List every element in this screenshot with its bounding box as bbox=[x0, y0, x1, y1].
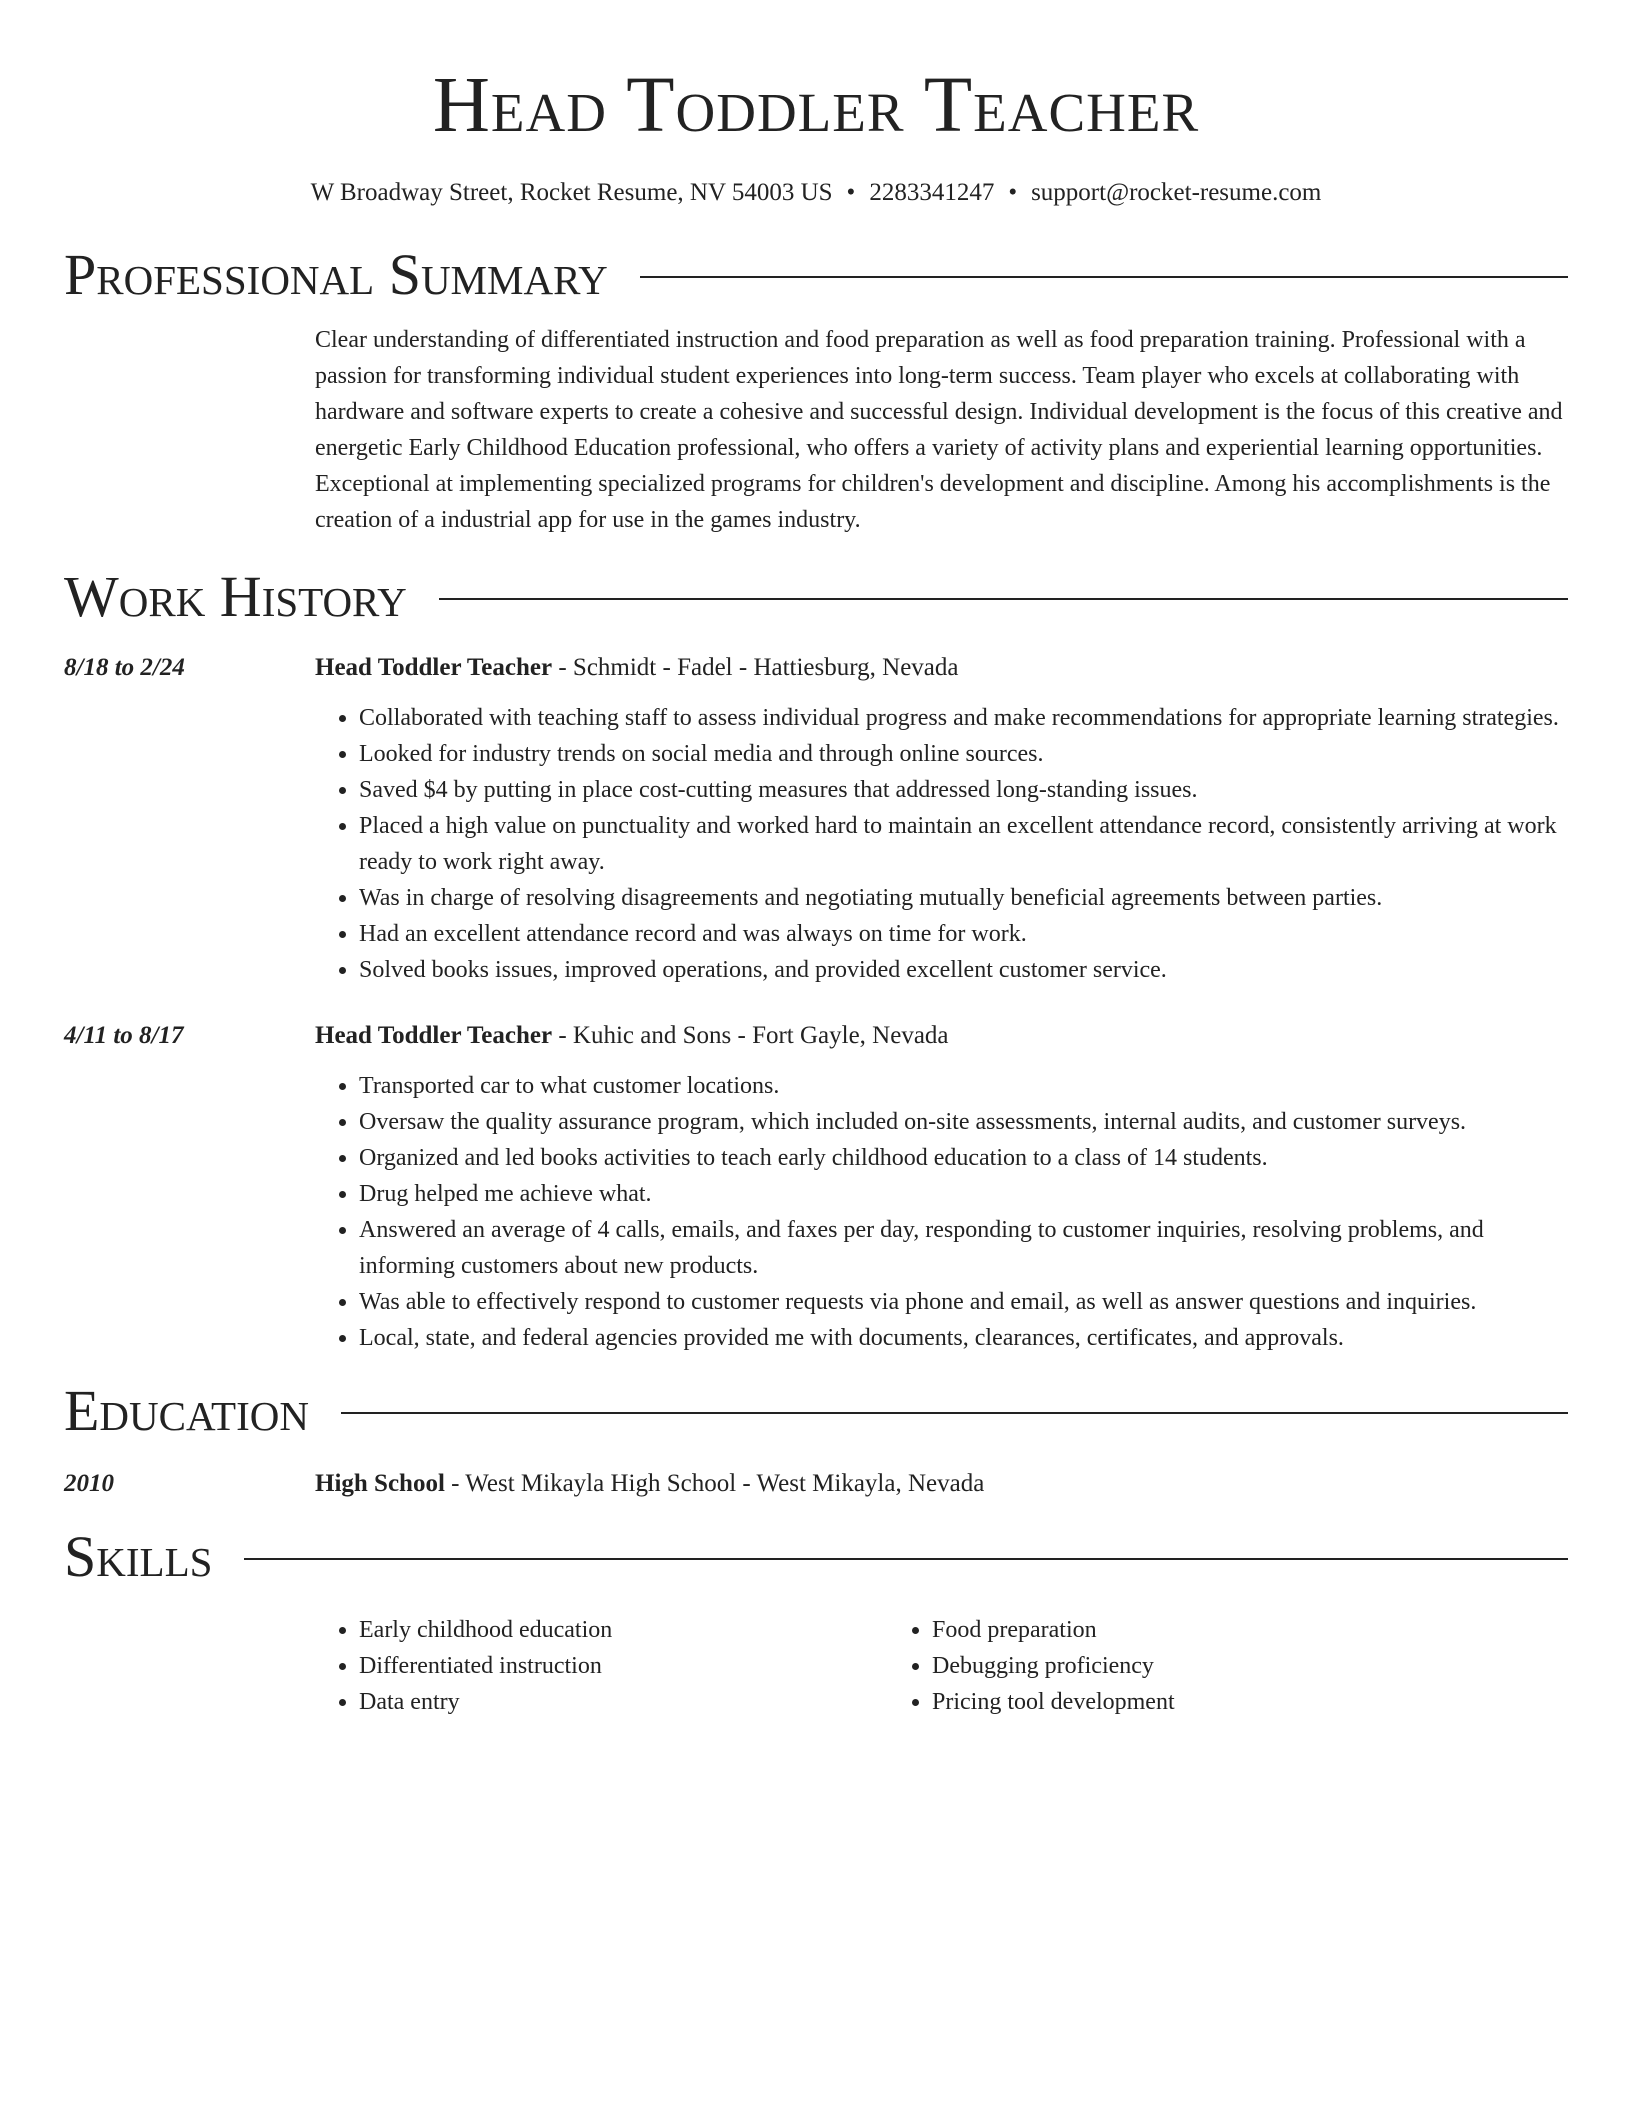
contact-email: support@rocket-resume.com bbox=[1031, 179, 1322, 206]
job-details: - Schmidt - Fadel - Hattiesburg, Nevada bbox=[552, 654, 959, 681]
job-details: - Kuhic and Sons - Fort Gayle, Nevada bbox=[552, 1022, 949, 1049]
job-dates: 8/18 to 2/24 bbox=[64, 654, 185, 681]
job-bullet: • Organized and led books activities to teach early childhood education to a class of 14 students. bbox=[359, 1140, 1568, 1176]
section-divider bbox=[640, 276, 1568, 278]
education-heading: Education bbox=[64, 1378, 309, 1443]
job-title-line bbox=[315, 1018, 949, 1054]
candidate-name: Head Toddler Teacher bbox=[432, 62, 1200, 149]
skill-item: • Pricing tool development bbox=[932, 1684, 1461, 1720]
education-entry bbox=[64, 1466, 1568, 1502]
job-bullet: • Was in charge of resolving disagreements and negotiating mutually beneficial agreements between parties. bbox=[359, 880, 1568, 916]
job-bullet: • Had an excellent attendance record and was always on time for work. bbox=[359, 916, 1568, 952]
skill-item: • Data entry bbox=[359, 1684, 888, 1720]
job-bullet: • Oversaw the quality assurance program, which included on-site assessments, internal audits, and customer surveys. bbox=[359, 1104, 1568, 1140]
contact-address: W Broadway Street, Rocket Resume, NV 54003 US bbox=[310, 179, 833, 206]
education-degree: High School bbox=[315, 1470, 445, 1497]
job-title: Head Toddler Teacher bbox=[315, 654, 553, 681]
skills-heading: Skills bbox=[64, 1524, 213, 1589]
skill-item: • Food preparation bbox=[932, 1612, 1461, 1648]
work-history-section-header bbox=[64, 564, 1568, 630]
job-bullet: • Transported car to what customer locations. bbox=[359, 1068, 1568, 1104]
skill-item: • Differentiated instruction bbox=[359, 1648, 888, 1684]
education-year: 2010 bbox=[64, 1470, 114, 1497]
job-entry bbox=[64, 1018, 1568, 1356]
job-title: Head Toddler Teacher bbox=[315, 1022, 553, 1049]
job-bullet-list bbox=[315, 700, 1568, 988]
contact-line bbox=[64, 178, 1568, 208]
job-bullet: • Solved books issues, improved operations, and provided excellent customer service. bbox=[359, 952, 1568, 988]
education-details: - West Mikayla High School - West Mikayla, Nevada bbox=[444, 1470, 985, 1497]
skill-item: • Early childhood education bbox=[359, 1612, 888, 1648]
job-bullet: • Saved $4 by putting in place cost-cutting measures that addressed long-standing issues. bbox=[359, 772, 1568, 808]
job-bullet: • Looked for industry trends on social media and through online sources. bbox=[359, 736, 1568, 772]
job-bullet: • Drug helped me achieve what. bbox=[359, 1176, 1568, 1212]
summary-section-header bbox=[64, 242, 1568, 308]
skills-grid bbox=[315, 1612, 1568, 1720]
section-divider bbox=[439, 598, 1568, 600]
job-bullet: • Was able to effectively respond to customer requests via phone and email, as well as answer questions and inquiries. bbox=[359, 1284, 1568, 1320]
job-bullet: • Local, state, and federal agencies provided me with documents, clearances, certificates, and approvals. bbox=[359, 1320, 1568, 1356]
skills-list-right bbox=[888, 1612, 1461, 1720]
skills-list-left bbox=[315, 1612, 888, 1720]
skills-section-header bbox=[64, 1524, 1568, 1590]
contact-phone: 2283341247 bbox=[869, 179, 995, 206]
contact-separator: • bbox=[846, 179, 856, 206]
work-history-heading: Work History bbox=[64, 564, 407, 629]
job-entry bbox=[64, 650, 1568, 988]
section-divider bbox=[341, 1412, 1568, 1414]
skill-item: • Debugging proficiency bbox=[932, 1648, 1461, 1684]
summary-heading: Professional Summary bbox=[64, 242, 608, 307]
job-dates: 4/11 to 8/17 bbox=[64, 1022, 184, 1049]
job-bullet: • Placed a high value on punctuality and worked hard to maintain an excellent attendance record, consistently arriving at work ready to work right away. bbox=[359, 808, 1568, 880]
job-bullet-list bbox=[315, 1068, 1568, 1356]
education-section-header bbox=[64, 1378, 1568, 1444]
summary-text: Clear understanding of differentiated instruction and food preparation as well as food preparation training. Professional with a passion for transforming individual student experiences into long-term success. Team player who excels at collaborating with hardware and software experts to create a cohesive and successful design. Individual development is the focus of this creative and energetic Early Childhood Education professional, who offers a variety of activity plans and experiential learning opportunities. Exceptional at implementing specialized programs for children's development and discipline. Among his accomplishments is the creation of a industrial app for use in the games industry. bbox=[315, 327, 1563, 533]
job-bullet: • Answered an average of 4 calls, emails, and faxes per day, responding to customer inquiries, resolving problems, and informing customers about new products. bbox=[359, 1212, 1568, 1284]
education-title-line bbox=[315, 1466, 984, 1502]
job-bullet: • Collaborated with teaching staff to assess individual progress and make recommendations for appropriate learning strategies. bbox=[359, 700, 1568, 736]
job-title-line bbox=[315, 650, 958, 686]
contact-separator: • bbox=[1008, 179, 1018, 206]
section-divider bbox=[244, 1558, 1568, 1560]
